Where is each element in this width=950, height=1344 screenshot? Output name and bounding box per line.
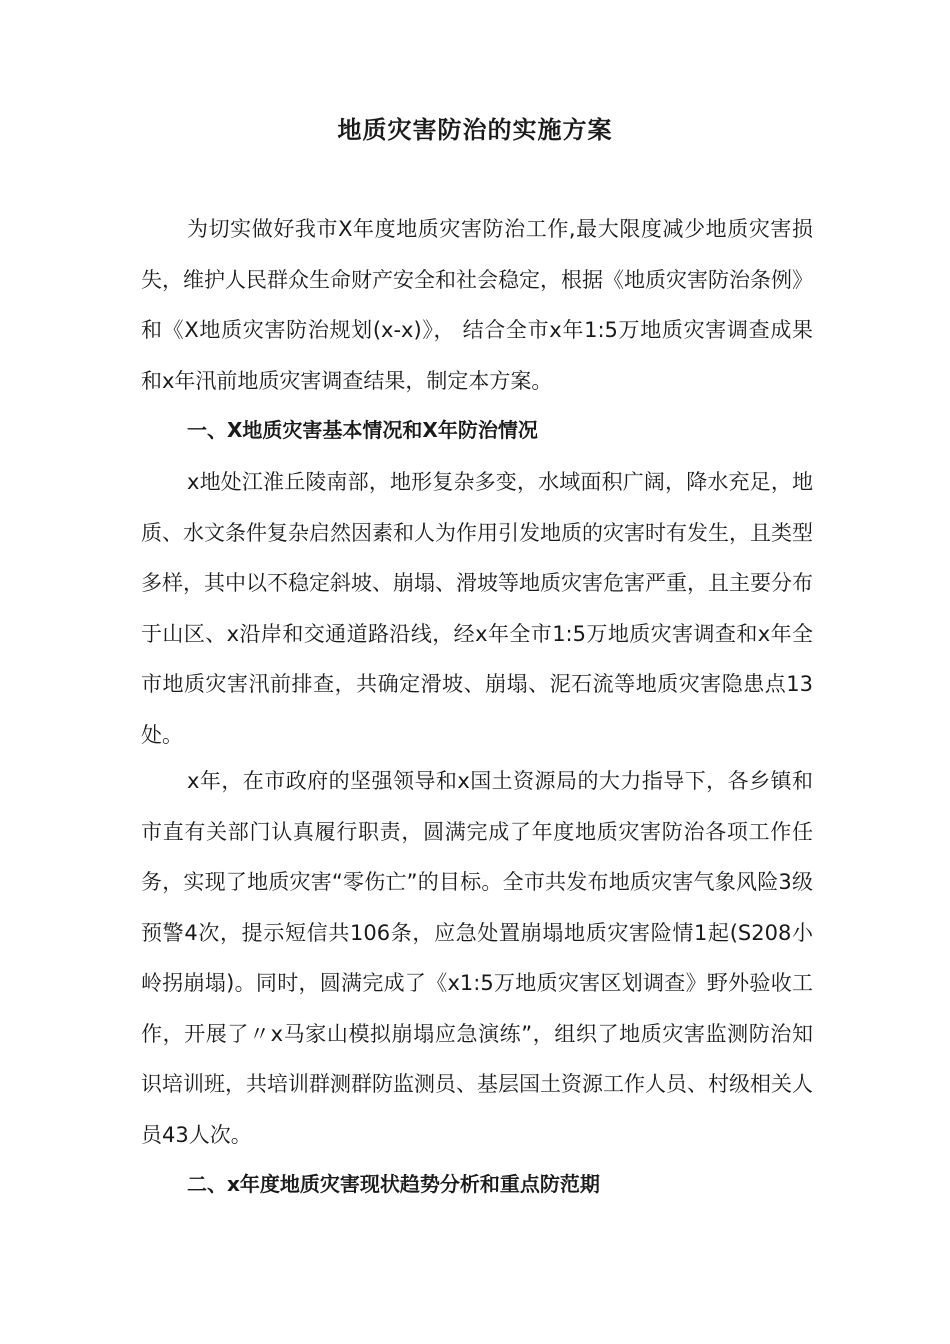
paragraph-basic-situation: x地处江淮丘陵南部，地形复杂多变，水域面积广阔，降水充足，地质、水文条件复杂启然因素和人为作用引发地质的灾害时有发生，且类型多样，其中以不稳定斜坡、崩塌、滑坡等地质灾害危害严重，且主要分布于山区、x沿岸和交通道路沿线，经x年全市1:5万地质灾害调查和x年全市地质灾害汛前排查，共确定滑坡、崩塌、泥石流等地质灾害隐患点13处。: [141, 470, 813, 747]
section-heading-1: 一、X地质灾害基本情况和X年防治情况: [187, 418, 538, 442]
document-title: 地质灾害防治的实施方案: [337, 116, 613, 144]
paragraph-intro: 为切实做好我市X年度地质灾害防治工作,最大限度减少地质灾害损失，维护人民群众生命财产安全和社会稳定，根据《地质灾害防治条例》和《X地质灾害防治规划(x-x)》， 结合全市x年1:5万地质灾害调查成果和x年汛前地质灾害调查结果，制定本方案。: [141, 217, 813, 393]
section-heading-2: 二、x年度地质灾害现状趋势分析和重点防范期: [187, 1172, 600, 1196]
paragraph-prevention-work: x年，在市政府的坚强领导和x国土资源局的大力指导下，各乡镇和市直有关部门认真履行职责，圆满完成了年度地质灾害防治各项工作任务，实现了地质灾害“零伤亡”的目标。全市共发布地质灾害气象风险3级预警4次，提示短信共106条，应急处置崩塌地质灾害险情1起(S208小岭拐崩塌)。同时，圆满完成了《x1:5万地质灾害区划调查》野外验收工作，开展了〃x马家山模拟崩塌应急演练”，组织了地质灾害监测防治知识培训班，共培训群测群防监测员、基层国土资源工作人员、村级相关人员43人次。: [141, 769, 813, 1147]
